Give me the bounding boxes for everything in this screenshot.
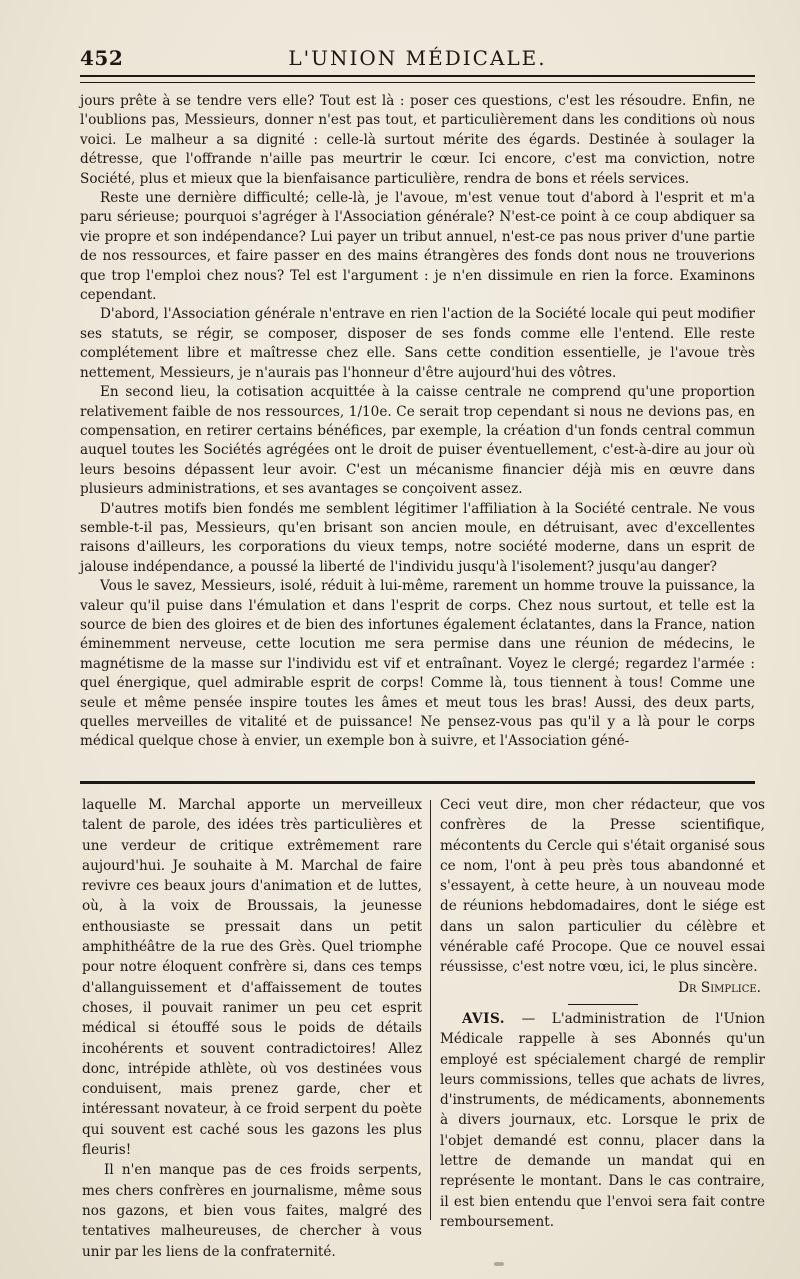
header-rule-thick: [80, 75, 755, 77]
article-paragraph: Vous le savez, Messieurs, isolé, réduit à lui-même, rarement un homme trouve la puissance, la valeur qu'il puise dans l'émulation et dans l'esprit de corps. Chez nous surtout, et telle est la source de bien des gloires et de bien des infortunes également éclatantes, dans la France, nation éminemment nerveuse, cette locution me sera permise dans une réunion de médecins, le magnétisme de la masse sur l'individu est vif et entraînant. Voyez le clergé; regardez l'armée : quel énergique, quel admirable esprit de corps! Comme là, tous tiennent à tous! Comme une seule et même pensée inspire toutes les âmes et meut tous les bras! Aussi, des deux parts, quelles merveilles de vitalité et de puissance! Ne pensez-vous pas qu'il y a là pour le corps médical quelque chose à envier, un exemple bon à suivre, et l'Association géné-: [80, 578, 755, 750]
feuilleton-paragraph: Ceci veut dire, mon cher rédacteur, que vos confrères de la Presse scientifique, mécontents du Cercle qui s'était organisé sous ce nom, l'ont à peu près tous abandonné et s'essayent, à cette heure, à un nouveau mode de réunions hebdomadaires, dont le siége est dans un salon particulier du célèbre et vénérable café Procope. Que ce nouvel essai réussisse, c'est notre vœu, ici, le plus sincère.: [440, 797, 765, 976]
avis-notice: [440, 1009, 765, 1232]
feuilleton-separator-rule: [80, 781, 755, 784]
feuilleton-paragraph: laquelle M. Marchal apporte un merveilleux talent de parole, des idées très particulières et une verdeur de critique extrêmement rare aujourd'hui. Je souhaite à M. Marchal de faire revivre ces beaux jours d'animation et de luttes, où, à la voix de Broussais, la jeunesse enthousiaste se pressait dans un petit amphithéâtre de la rue des Grès. Quel triomphe pour notre éloquent confrère si, dans ces temps d'allanguissement et d'affaissement de toutes choses, il pouvait ranimer un peu cet esprit médical si étouffé sous le poids de détails incohérents et souvent contradictoires! Allez donc, intrépide athlète, où vos destinées vous conduisent, mais prenez garde, cher et intéressant novateur, à ce froid serpent du poète qui souvent est caché sous les gazons les plus fleuris!: [82, 797, 422, 1159]
page-header: [80, 46, 755, 74]
column-divider: [430, 800, 431, 1220]
feuilleton-paragraph: Il n'en manque pas de ces froids serpents, mes chers confrères en journalisme, même sous nos gazons, et bien vous faites, malgré des tentatives malheureuses, de chercher à vous unir par les liens de la confraternité.: [82, 1162, 422, 1260]
article-paragraph: D'autres motifs bien fondés me semblent légitimer l'affiliation à la Société centrale. Ne vous semble-t-il pas, Messieurs, qu'en brisant son ancien moule, en détruisant, avec d'excellentes raisons d'ailleurs, les corporations du vieux temps, notre société moderne, dans un esprit de jalouse indépendance, a poussé la liberté de l'individu jusqu'à l'isolement? jusqu'au danger?: [80, 500, 755, 575]
signature-rule: [568, 1004, 638, 1005]
print-mark: [494, 1262, 504, 1266]
page-number: 452: [80, 46, 124, 70]
article-paragraph: D'abord, l'Association générale n'entrave en rien l'action de la Société locale qui peut modifier ses statuts, se régir, se composer, disposer de ses fonds comme elle l'entend. Elle reste complétement libre et maîtresse chez elle. Sans cette condition essentielle, je l'avoue très nettement, Messieurs, je n'aurais pas l'honneur d'être aujourd'hui des vôtres.: [80, 306, 755, 381]
author-signature: Dr Simplice.: [678, 979, 761, 996]
feuilleton-right-column: [440, 795, 765, 1230]
header-rule-thin: [80, 82, 755, 83]
running-title: L'UNION MÉDICALE.: [288, 46, 547, 70]
article-paragraph: Reste une dernière difficulté; celle-là, je l'avoue, m'est venue tout d'abord à l'esprit et m'a paru sérieuse; pourquoi s'agréger à l'Association générale? N'est-ce point à ce coup abdiquer sa vie propre et son indépendance? Lui payer un tribut annuel, n'est-ce pas nous priver d'une partie de nos ressources, et faire passer en des mains étrangères des fonds dont nous ne trouverions que trop l'emploi chez nous? Tel est l'argument : je n'en dissimule en rien la force. Examinons cependant.: [80, 190, 755, 304]
feuilleton-left-column: [82, 795, 422, 1260]
article-paragraph: jours prête à se tendre vers elle? Tout est là : poser ces questions, c'est les résoudre. Enfin, ne l'oublions pas, Messieurs, donner n'est pas tout, et particulièrement dans les conditions où nous voici. Le malheur a sa dignité : celle-là surtout mérite des égards. Destinée à soulager la détresse, que l'offrande n'aille pas meurtrir le cœur. Ici encore, c'est ma conviction, notre Société, plus et mieux que la bienfaisance particulière, rendra de bons et réels services.: [80, 93, 755, 187]
avis-text: — L'administration de l'Union Médicale rappelle à ses Abonnés qu'un employé est spécialement chargé de remplir leurs commissions, telles que achats de livres, d'instruments, de médicaments, abonnements à divers journaux, etc. Lorsque le prix de l'objet demandé est connu, placer dans la lettre de demande un mandat qui en représente le montant. Dans le cas contraire, il est bien entendu que l'envoi sera fait contre remboursement.: [440, 1010, 765, 1230]
avis-label: AVIS.: [462, 1010, 506, 1027]
article-paragraph: En second lieu, la cotisation acquittée à la caisse centrale ne comprend qu'une proportion relativement faible de nos ressources, 1/10e. Ce serait trop cependant si nous ne devions pas, en compensation, en retirer certains bénéfices, par exemple, la création d'un fonds central commun auquel toutes les Sociétés agrégées ont le droit de puiser éventuellement, c'est-à-dire au jour où leurs besoins dépassent leur avoir. C'est un mécanisme financier déjà mis en œuvre dans plusieurs administrations, et ses avantages se conçoivent assez.: [80, 384, 755, 498]
main-article: [80, 92, 755, 772]
